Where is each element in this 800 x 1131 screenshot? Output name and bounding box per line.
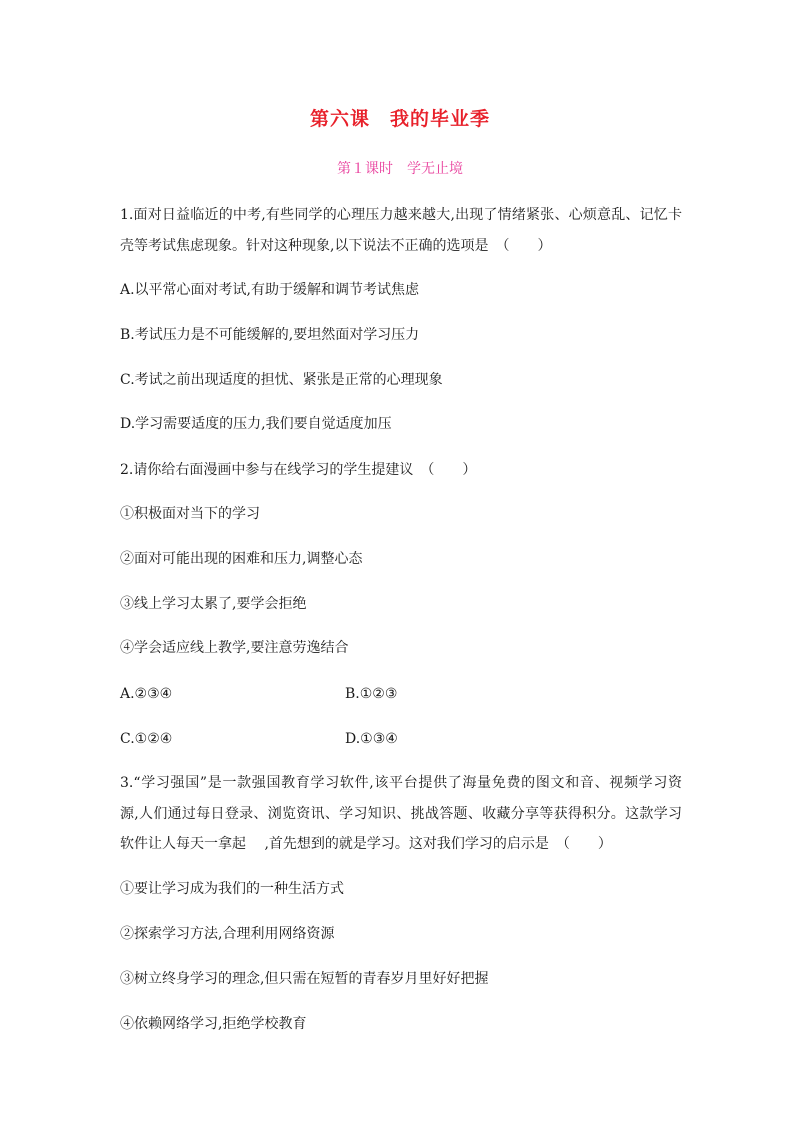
q2-item-2: ②面对可能出现的困难和压力,调整心态	[120, 551, 363, 567]
q3-stem-line-1: 3.“学习强国”是一款强国教育学习软件,该平台提供了海量免费的图文和音、视频学习资	[120, 775, 682, 791]
q3-stem-line-3: 软件让人每天一拿起 ,首先想到的就是学习。这对我们学习的启示是 （ ）	[120, 836, 612, 852]
q2-option-c: C.①②④	[120, 731, 173, 747]
q1-stem-line-2: 壳等考试焦虑现象。针对这种现象,以下说法不正确的选项是 （ ）	[120, 238, 552, 254]
q3-stem-line-2: 源,人们通过每日登录、浏览资讯、学习知识、挑战答题、收藏分享等获得积分。这款学习	[120, 806, 682, 822]
q1-option-a: A.以平常心面对考试,有助于缓解和调节考试焦虑	[120, 282, 420, 298]
q1-option-c: C.考试之前出现适度的担忧、紧张是正常的心理现象	[120, 372, 443, 388]
q3-item-1: ①要让学习成为我们的一种生活方式	[120, 881, 344, 897]
q2-item-1: ①积极面对当下的学习	[120, 506, 260, 522]
q2-item-3: ③线上学习太累了,要学会拒绝	[120, 596, 307, 612]
q1-option-b: B.考试压力是不可能缓解的,要坦然面对学习压力	[120, 327, 420, 343]
q2-option-d: D.①③④	[345, 731, 398, 747]
lesson-title: 第六课 我的毕业季	[309, 108, 490, 130]
q2-stem: 2.请你给右面漫画中参与在线学习的学生提建议 （ ）	[120, 462, 477, 478]
q3-item-3: ③树立终身学习的理念,但只需在短暂的青春岁月里好好把握	[120, 971, 489, 987]
lesson-subtitle: 第１课时 学无止境	[337, 161, 463, 177]
q3-item-4: ④依赖网络学习,拒绝学校教育	[120, 1016, 307, 1032]
q1-option-d: D.学习需要适度的压力,我们要自觉适度加压	[120, 416, 392, 432]
q2-item-4: ④学会适应线上教学,要注意劳逸结合	[120, 640, 349, 656]
q3-item-2: ②探索学习方法,合理利用网络资源	[120, 926, 335, 942]
q2-option-a: A.②③④	[120, 686, 173, 702]
q1-stem-line-1: 1.面对日益临近的中考,有些同学的心理压力越来越大,出现了情绪紧张、心烦意乱、记忆卡	[120, 207, 682, 223]
q2-option-b: B.①②③	[345, 686, 398, 702]
